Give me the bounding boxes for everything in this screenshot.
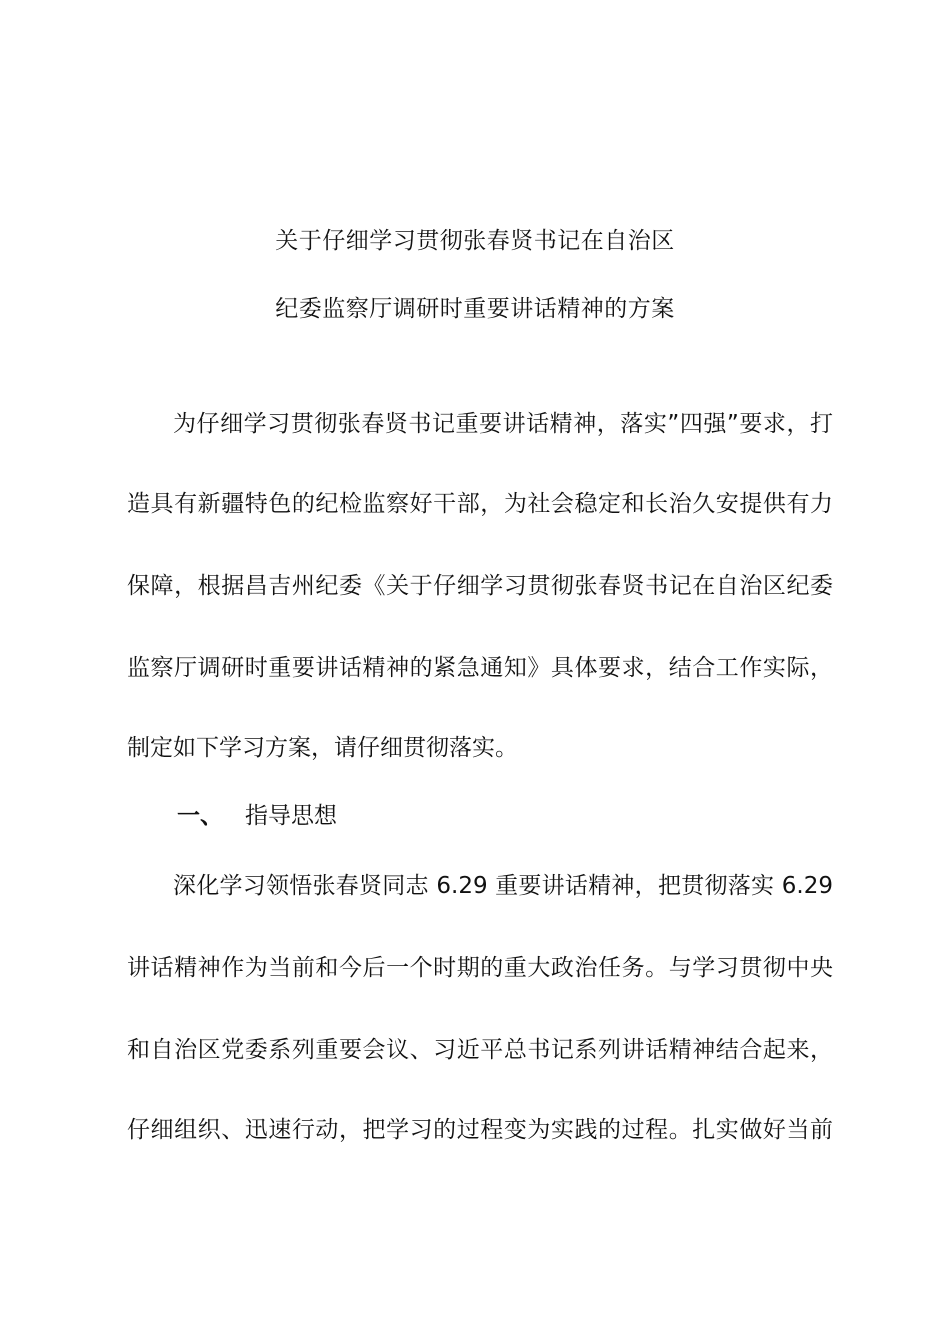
section1-paragraph-line-4: 仔细组织、迅速行动，把学习的过程变为实践的过程。扎实做好当前 [127, 1117, 833, 1143]
section1-paragraph-line-2: 讲话精神作为当前和今后一个时期的重大政治任务。与学习贯彻中央 [127, 955, 833, 981]
intro-paragraph-line-4: 监察厅调研时重要讲话精神的紧急通知》具体要求，结合工作实际， [127, 655, 833, 681]
section1-paragraph-line-3: 和自治区党委系列重要会议、习近平总书记系列讲话精神结合起来， [127, 1037, 833, 1063]
intro-paragraph-line-3: 保障，根据昌吉州纪委《关于仔细学习贯彻张春贤书记在自治区纪委 [127, 573, 833, 599]
section-title: 指导思想 [245, 803, 337, 829]
document-title-line-2: 纪委监察厅调研时重要讲话精神的方案 [275, 296, 675, 322]
intro-paragraph-line-1: 为仔细学习贯彻张春贤书记重要讲话精神，落实”四强”要求，打 [173, 411, 833, 437]
section-heading-guiding-ideology [177, 801, 337, 831]
section-number: 一、 [177, 803, 223, 829]
intro-paragraph-line-5: 制定如下学习方案，请仔细贯彻落实。 [127, 735, 518, 761]
document-title-line-1: 关于仔细学习贯彻张春贤书记在自治区 [275, 228, 675, 254]
intro-paragraph-line-2: 造具有新疆特色的纪检监察好干部，为社会稳定和长治久安提供有力 [127, 491, 833, 517]
section1-paragraph-line-1: 深化学习领悟张春贤同志 6.29 重要讲话精神，把贯彻落实 6.29 [173, 873, 833, 899]
